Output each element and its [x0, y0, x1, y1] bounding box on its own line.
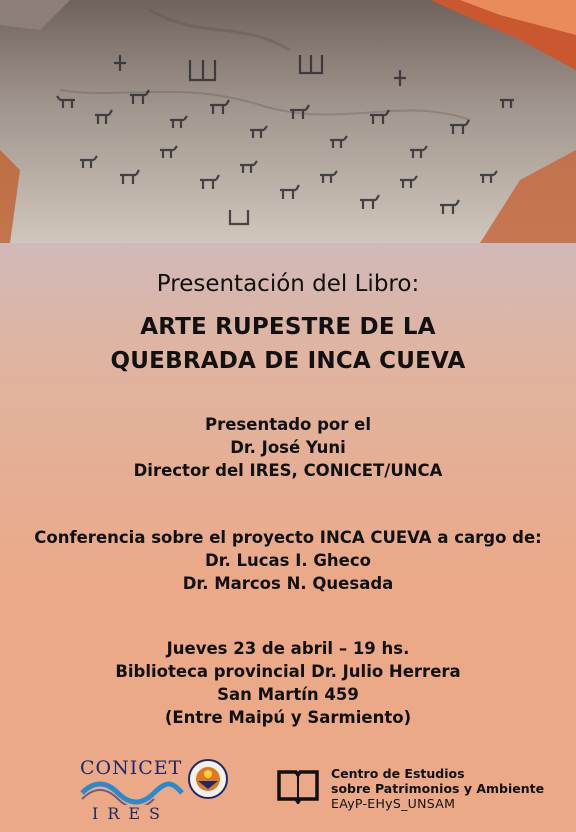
speaker-1: Dr. Lucas I. Gheco: [205, 551, 371, 570]
presenter-intro: Presentado por el: [205, 415, 371, 434]
event-venue: Biblioteca provincial Dr. Julio Herrera: [115, 662, 461, 681]
book-title-line-1: ARTE RUPESTRE DE LA: [140, 314, 436, 340]
centro-estudios-logo: [331, 766, 544, 811]
open-book-icon: [276, 766, 320, 804]
poster-content: [0, 243, 576, 832]
presenter-name: Dr. José Yuni: [230, 438, 346, 457]
rock-art-illustration: [0, 0, 576, 243]
event-date: Jueves 23 de abril – 19 hs.: [166, 639, 410, 658]
event-details: [0, 637, 576, 729]
centro-line-1: Centro de Estudios: [331, 766, 465, 781]
hero-rock-art-photo: [0, 0, 576, 243]
presenter-role: Director del IRES, CONICET/UNCA: [133, 461, 443, 480]
event-cross-streets: (Entre Maipú y Sarmiento): [164, 708, 412, 727]
conicet-logo-text: CONICET: [80, 757, 183, 779]
event-address: San Martín 459: [217, 685, 359, 704]
conference-intro: Conferencia sobre el proyecto INCA CUEVA a cargo de:: [34, 528, 542, 547]
poster-title: Presentación del Libro:: [156, 271, 420, 297]
sponsor-logos: [0, 749, 576, 832]
conference-block: [0, 526, 576, 595]
book-title-line-2: QUEBRADA DE INCA CUEVA: [110, 348, 466, 374]
ires-logo-text: IRES: [92, 804, 170, 823]
centro-line-3: EAyP-EHyS_UNSAM: [331, 796, 456, 811]
university-seal-icon: [188, 759, 228, 799]
presenter-block: [0, 413, 576, 482]
centro-line-2: sobre Patrimonios y Ambiente: [331, 781, 545, 796]
conicet-wave-icon: [80, 781, 184, 805]
speaker-2: Dr. Marcos N. Quesada: [182, 574, 394, 593]
